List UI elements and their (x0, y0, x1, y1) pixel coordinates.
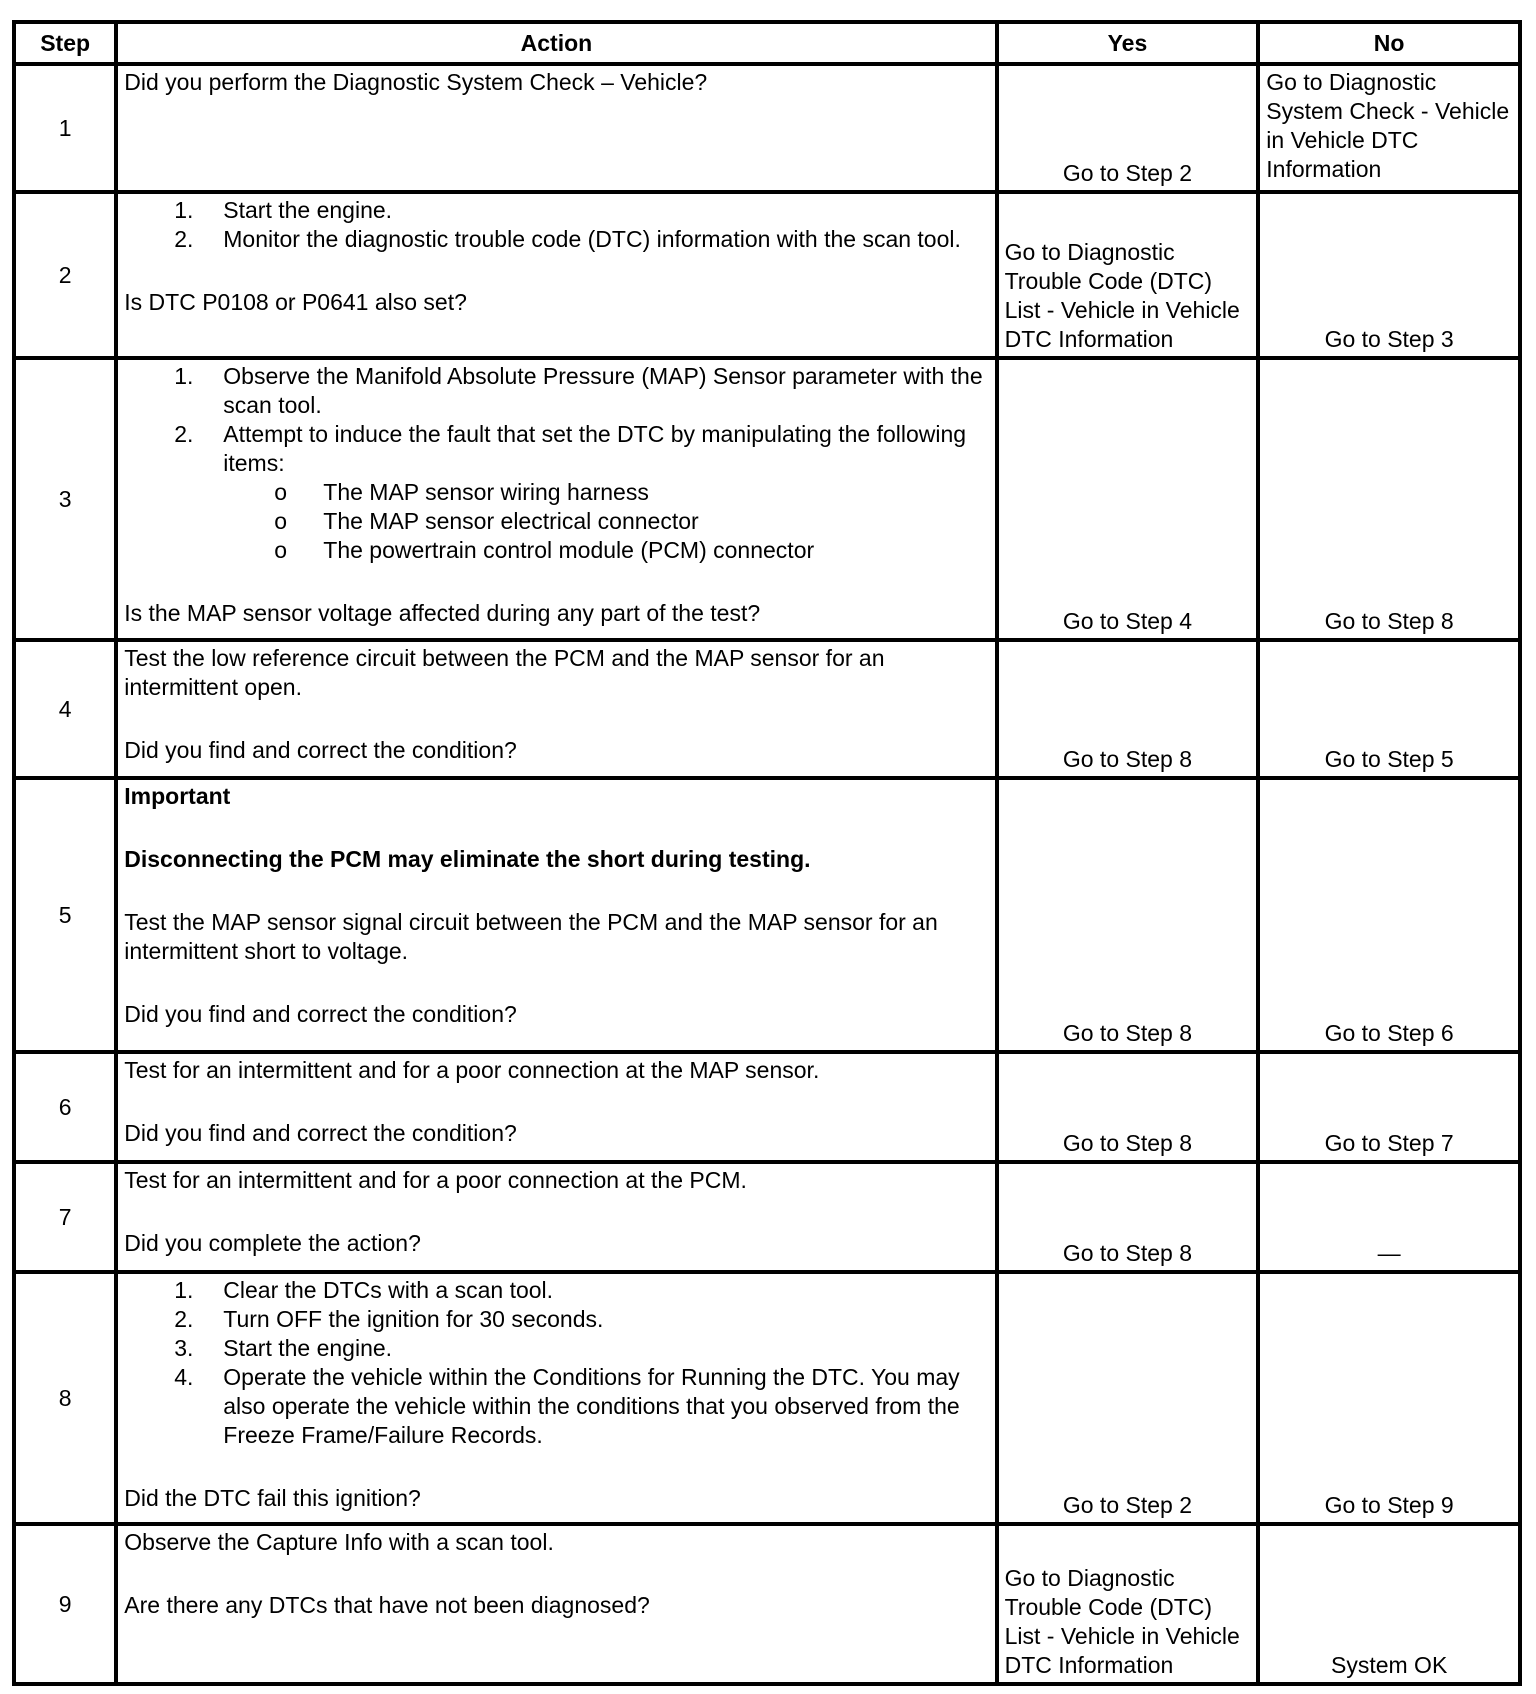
yes-cell: Go to Step 8 (997, 640, 1259, 778)
numbered-list (124, 362, 988, 478)
action-question: Did you find and correct the condition? (124, 1120, 517, 1146)
yes-cell: Go to Step 2 (997, 64, 1259, 192)
no-cell: Go to Step 6 (1258, 778, 1520, 1052)
action-cell (116, 778, 996, 1052)
action-cell (116, 192, 996, 358)
action-question: Did you complete the action? (124, 1230, 421, 1256)
list-item: 1. Start the engine. (174, 197, 393, 223)
action-question: Is DTC P0108 or P0641 also set? (124, 289, 467, 315)
action-cell (116, 64, 996, 192)
list-item: 1. Observe the Manifold Absolute Pressure (MAP) Sensor parameter with the scan tool. (174, 363, 983, 418)
action-text: Observe the Capture Info with a scan tool. (124, 1529, 554, 1555)
action-question: Is the MAP sensor voltage affected during any part of the test? (124, 600, 761, 626)
no-cell: System OK (1258, 1524, 1520, 1684)
step-number: 2 (14, 192, 116, 358)
table-row (14, 192, 1520, 358)
action-question: Did the DTC fail this ignition? (124, 1485, 421, 1511)
table-row (14, 1162, 1520, 1272)
no-cell: Go to Step 7 (1258, 1052, 1520, 1162)
numbered-list (124, 1276, 988, 1450)
action-cell (116, 1524, 996, 1684)
list-item: 2. Attempt to induce the fault that set the DTC by manipulating the following items: (174, 421, 967, 476)
action-cell (116, 1162, 996, 1272)
table-row (14, 778, 1520, 1052)
numbered-list (124, 196, 988, 254)
header-step: Step (14, 22, 116, 64)
step-number: 7 (14, 1162, 116, 1272)
step-number: 4 (14, 640, 116, 778)
yes-cell: Go to Step 8 (997, 1162, 1259, 1272)
no-cell: Go to Step 8 (1258, 358, 1520, 640)
list-item: 2. Monitor the diagnostic trouble code (DTC) information with the scan tool. (174, 226, 961, 252)
step-number: 9 (14, 1524, 116, 1684)
step-number: 6 (14, 1052, 116, 1162)
list-item: 1. Clear the DTCs with a scan tool. (174, 1277, 554, 1303)
action-text: Test the low reference circuit between the PCM and the MAP sensor for an intermittent open. (124, 645, 885, 700)
action-question: Did you find and correct the condition? (124, 737, 517, 763)
table-row (14, 1524, 1520, 1684)
step-number: 8 (14, 1272, 116, 1524)
sub-list (124, 478, 988, 565)
header-row (14, 22, 1520, 64)
yes-cell: Go to Diagnostic Trouble Code (DTC) List - Vehicle in Vehicle DTC Information (997, 192, 1259, 358)
yes-cell: Go to Step 8 (997, 1052, 1259, 1162)
no-cell: Go to Diagnostic System Check - Vehicle in Vehicle DTC Information (1258, 64, 1520, 192)
yes-cell: Go to Step 2 (997, 1272, 1259, 1524)
table-row (14, 1052, 1520, 1162)
important-text: Disconnecting the PCM may eliminate the short during testing. (124, 846, 811, 872)
action-cell (116, 358, 996, 640)
action-cell (116, 640, 996, 778)
action-question: Are there any DTCs that have not been diagnosed? (124, 1592, 650, 1618)
action-text: Test for an intermittent and for a poor connection at the MAP sensor. (124, 1057, 820, 1083)
step-number: 5 (14, 778, 116, 1052)
table-row (14, 640, 1520, 778)
action-question: Did you find and correct the condition? (124, 1001, 517, 1027)
no-cell: Go to Step 9 (1258, 1272, 1520, 1524)
important-title: Important (124, 783, 231, 809)
diagnostic-table (12, 20, 1522, 1686)
list-item: 3. Start the engine. (174, 1335, 393, 1361)
table-row (14, 1272, 1520, 1524)
action-cell (116, 1052, 996, 1162)
table-row (14, 64, 1520, 192)
step-number: 3 (14, 358, 116, 640)
action-cell (116, 1272, 996, 1524)
sub-list-item: o The MAP sensor wiring harness (274, 479, 649, 505)
yes-cell: Go to Step 4 (997, 358, 1259, 640)
header-yes: Yes (997, 22, 1259, 64)
no-cell: Go to Step 5 (1258, 640, 1520, 778)
header-action: Action (116, 22, 996, 64)
action-text: Test for an intermittent and for a poor connection at the PCM. (124, 1167, 747, 1193)
action-text: Did you perform the Diagnostic System Check – Vehicle? (124, 69, 708, 95)
step-number: 1 (14, 64, 116, 192)
list-item: 2. Turn OFF the ignition for 30 seconds. (174, 1306, 604, 1332)
yes-cell: Go to Diagnostic Trouble Code (DTC) List - Vehicle in Vehicle DTC Information (997, 1524, 1259, 1684)
no-cell: Go to Step 3 (1258, 192, 1520, 358)
sub-list-item: o The MAP sensor electrical connector (274, 508, 699, 534)
table-row (14, 358, 1520, 640)
no-cell: — (1258, 1162, 1520, 1272)
yes-cell: Go to Step 8 (997, 778, 1259, 1052)
list-item: 4. Operate the vehicle within the Conditions for Running the DTC. You may also operate the vehicle within the conditions that you observed from the Freeze Frame/Failure Records. (174, 1364, 960, 1448)
action-text: Test the MAP sensor signal circuit between the PCM and the MAP sensor for an intermittent short to voltage. (124, 909, 938, 964)
header-no: No (1258, 22, 1520, 64)
sub-list-item: o The powertrain control module (PCM) connector (274, 537, 815, 563)
